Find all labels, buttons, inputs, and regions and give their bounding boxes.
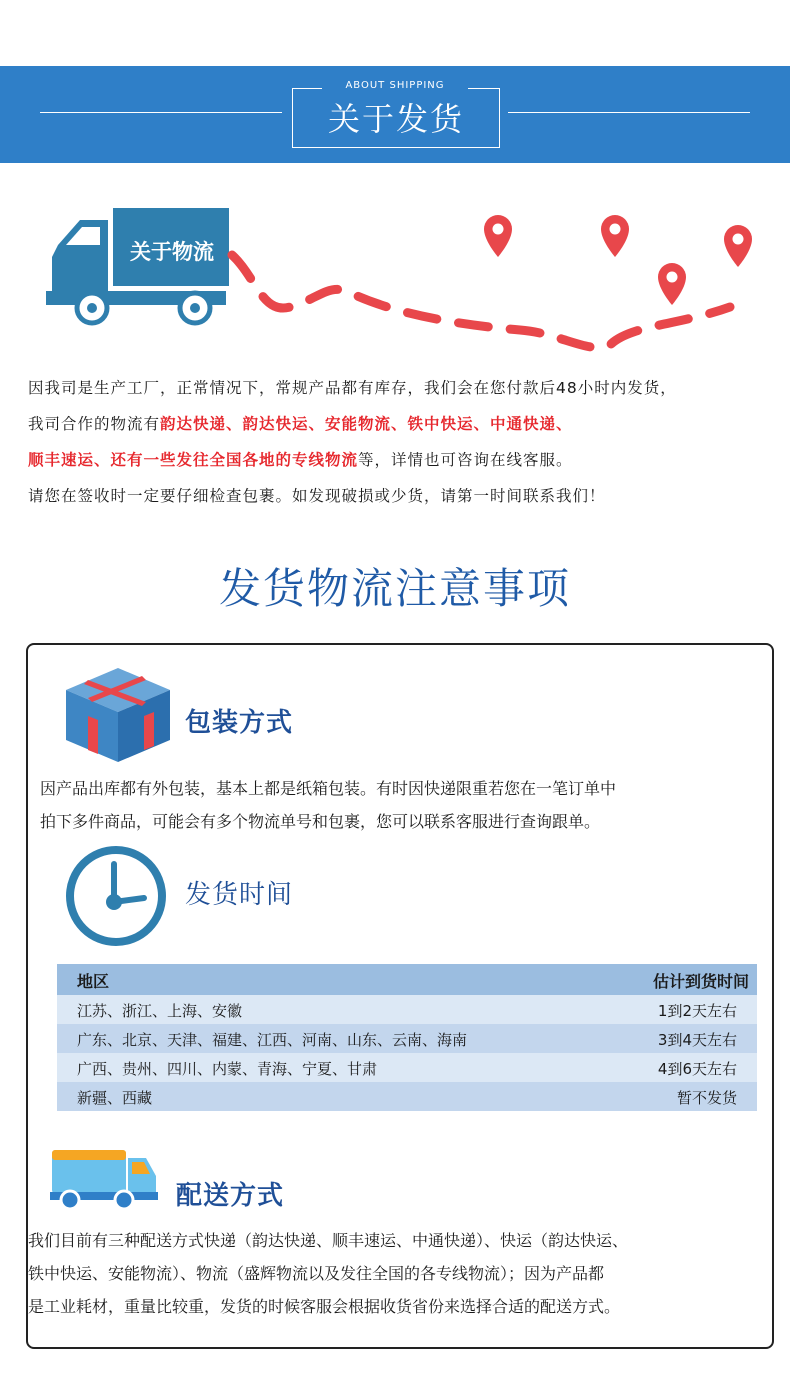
region-cell: 广东、北京、天津、福建、江西、河南、山东、云南、海南 [77, 1031, 468, 1049]
column-header-eta: 估计到货时间 [652, 972, 749, 991]
intro-line-3 [28, 443, 788, 477]
notes-title: 发货物流注意事项 [218, 564, 571, 613]
package-box-icon [62, 664, 174, 764]
table-header [57, 964, 757, 995]
packaging-line-1: 因产品出库都有外包装，基本上都是纸箱包装。有时因快递限重若您在一笔订单中 [40, 779, 617, 798]
region-cell: 新疆、西藏 [77, 1089, 153, 1107]
table-row [57, 995, 757, 1024]
intro-line-3-suffix: 等，详情也可咨询在线客服。 [358, 451, 573, 469]
region-cell: 江苏、浙江、上海、安徽 [77, 1002, 243, 1020]
carrier-list-highlight-cont: 顺丰速运、还有一些发往全国各地的专线物流 [28, 451, 359, 469]
table-row [57, 1024, 757, 1053]
map-pin-icon [484, 215, 512, 257]
eta-cell: 暂不发货 [676, 1089, 737, 1107]
intro-line-4: 请您在签收时一定要仔细检查包裹。如发现破损或少货，请第一时间联系我们！ [28, 487, 606, 505]
column-header-region: 地区 [77, 972, 110, 991]
banner-subtitle: ABOUT SHIPPING [322, 80, 468, 91]
truck-label: 关于物流 [130, 240, 214, 264]
clock-icon [62, 842, 170, 950]
delivery-method-line-1: 我们目前有三种配送方式快递（韵达快递、顺丰速运、中通快递）、快运（韵达快运、 [28, 1231, 629, 1250]
delivery-method-line-3: 是工业耗材，重量比较重，发货的时候客服会根据收货省份来选择合适的配送方式。 [28, 1297, 621, 1316]
packaging-title: 包装方式 [185, 708, 294, 738]
map-pin-icon [601, 215, 629, 257]
shipping-time-table [57, 964, 757, 1111]
table-row [57, 1053, 757, 1082]
delivery-truck-icon [50, 1144, 160, 1212]
banner-divider-left [40, 112, 282, 113]
map-pin-icon [658, 263, 686, 305]
eta-cell: 1到2天左右 [657, 1002, 737, 1020]
table-row [57, 1082, 757, 1111]
intro-line-1: 因我司是生产工厂，正常情况下，常规产品都有库存，我们会在您付款后48小时内发货， [28, 379, 677, 397]
eta-cell: 4到6天左右 [657, 1060, 737, 1078]
eta-cell: 3到4天左右 [657, 1031, 737, 1049]
route-path [232, 255, 730, 348]
carrier-list-highlight: 韵达快递、韵达快运、安能物流、铁中快运、中通快递、 [160, 415, 573, 433]
region-cell: 广西、贵州、四川、内蒙、青海、宁夏、甘肃 [77, 1060, 378, 1078]
packaging-line-2: 拍下多件商品，可能会有多个物流单号和包裹，您可以联系客服进行查询跟单。 [40, 812, 601, 831]
intro-line-2 [28, 407, 788, 441]
logistics-illustration [0, 195, 790, 375]
delivery-method-title: 配送方式 [176, 1181, 285, 1211]
header-banner [0, 66, 790, 163]
delivery-time-title: 发货时间 [185, 880, 294, 910]
delivery-method-line-2: 铁中快运、安能物流）、物流（盛辉物流以及发往全国的各专线物流）；因为产品都 [28, 1264, 605, 1283]
banner-title: 关于发货 [327, 100, 464, 138]
map-pin-icon [724, 225, 752, 267]
intro-line-2-prefix: 我司合作的物流有 [28, 415, 161, 433]
banner-divider-right [508, 112, 750, 113]
